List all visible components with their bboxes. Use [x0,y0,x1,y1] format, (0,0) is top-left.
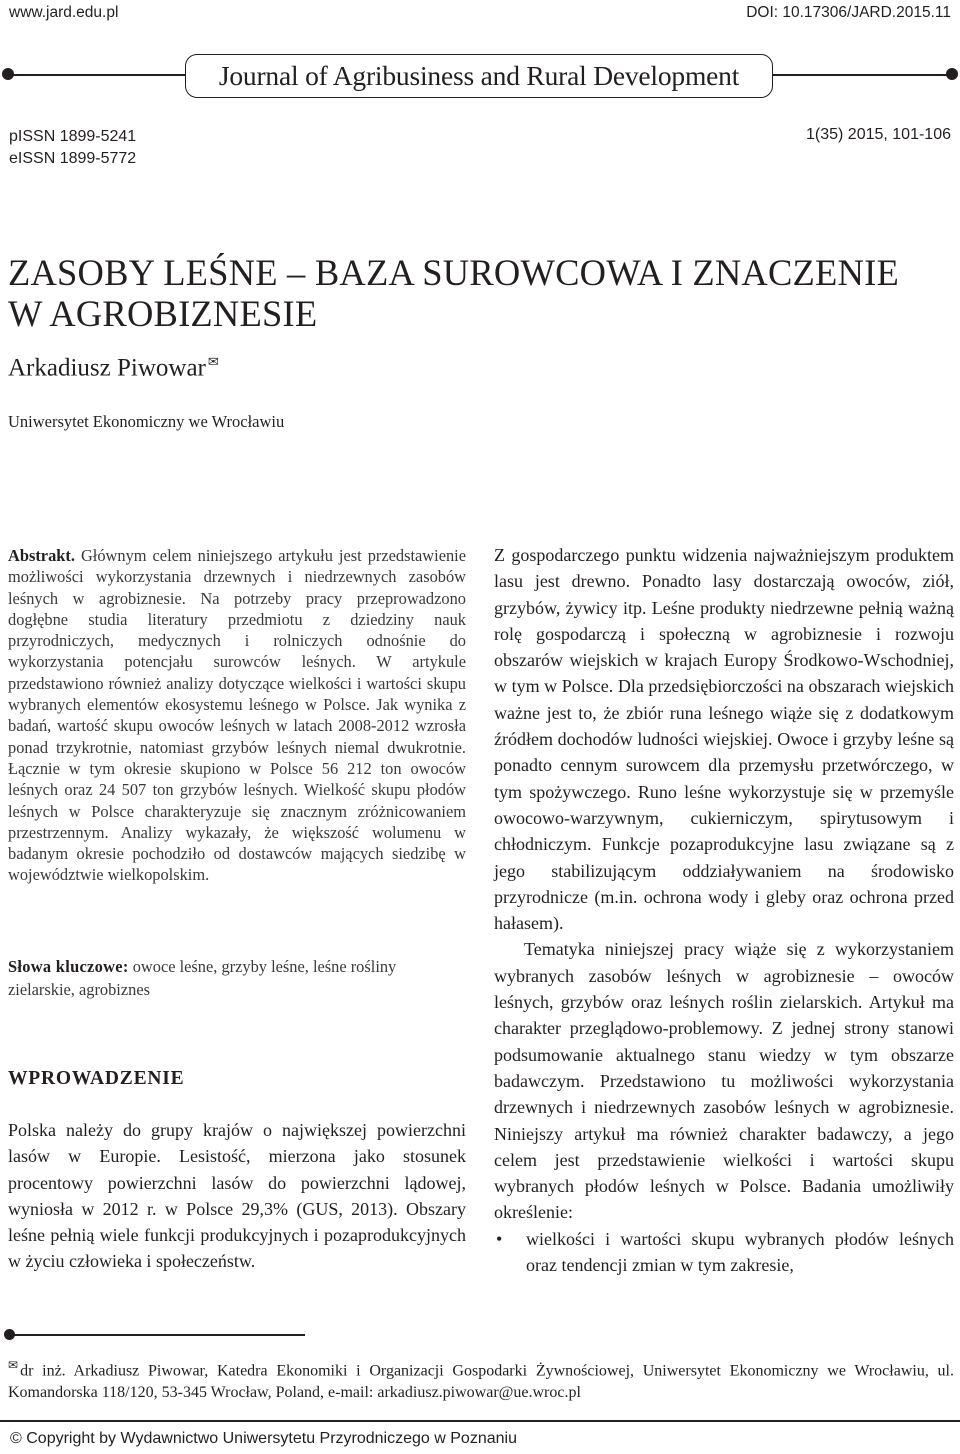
section-heading-introduction: WPROWADZENIE [8,1068,185,1089]
abstract-label: Abstrakt. [8,546,75,565]
article-title-line-2: W AGROBIZNESIE [8,293,318,334]
article-title [8,252,948,334]
journal-name: Journal of Agribusiness and Rural Development [218,60,740,91]
copyright-rule [0,1420,960,1422]
doi-label[interactable]: DOI: 10.17306/JARD.2015.11 [746,4,951,21]
list-item-text: wielkości i wartości skupu wybranych płodów leśnych oraz tendencji zmian w tym zakresie, [526,1228,954,1276]
footnote-rule [12,1334,305,1336]
pissn: pISSN 1899-5241 [9,128,137,145]
banner-right-rule [773,74,951,76]
keywords-label: Słowa kluczowe: [8,957,129,976]
author-footnote [8,1354,954,1404]
introduction-paragraph: Polska należy do grupy krajów o największej powierzchni lasów w Europie. Lesistość, mierzona jako stosunek procentowy powierzchni lasów do powierzchni lądowej, wyniosła w 2012 r. w Polsce 29,3% (GUS, 2013). Obszary leśne pełnią wiele funkcji produkcyjnych i pozaprodukcyjnych w życiu człowieka i społeczeństw. [8,1120,466,1272]
article-title-line-1: ZASOBY LEŚNE – BAZA SUROWCOWA I ZNACZENIE [8,252,899,293]
abstract-text: Głównym celem niniejszego artykułu jest przedstawienie możliwości wykorzystania drzewnych i niedrzewnych zasobów leśnych w agrobiznesie. Na potrzeby pracy przeprowadzono dogłębne studia literatury przedmiotu z dziedziny nauk przyrodniczych, medycznych i rolniczych odnośnie do wykorzystania potencjału surowców leśnych. W artykule przedstawiono również analizy dotyczące wielkości i wartości skupu wybranych elementów ekosystemu leśnego w Polsce. Jak wynika z badań, wartość skupu owoców leśnych w latach 2008-2012 wzrosła ponad trzykrotnie, natomiast grzybów leśnych niemal dwukrotnie. Łącznie w tym okresie skupiono w Polsce 56 212 ton owoców leśnych oraz 24 507 ton grzybów leśnych. Wielkość skupu płodów leśnych w Polsce charakteryzuje się znacznym zróżnicowaniem przestrzennym. Analizy wykazały, że większość wolumenu w badanym okresie pochodziło od dostawców mających siedzibę w województwie wielkopolskim. [8,546,466,885]
keywords-text: owoce leśne, grzyby leśne, leśne rośliny zielarskie, agrobiznes [8,957,397,999]
right-column-text [494,542,954,1278]
right-paragraph-2: Tematyka niniejszej pracy wiąże się z wykorzystaniem wybranych zasobów leśnych w agrobiznesie – owoców leśnych, grzybów oraz leśnych roślin zielarskich. Artykuł ma charakter przeglądowo-problemowy. Z jednej strony stanowi podsumowanie aktualnego stanu wiedzy w tym obszarze badawczym. Przedstawiono tu możliwości wykorzystania drzewnych i niedrzewnych zasobów leśnych w agrobiznesie. Niniejszy artykuł ma również charakter badawczy, a jego celem jest przedstawienie wielkości i wartości skupu wybranych płodów leśnych w Polsce. Badania umożliwiły określenie: [494,939,954,1223]
banner-right-dot [946,68,958,80]
author [8,354,219,382]
eissn: eISSN 1899-5772 [9,150,137,167]
abstract [8,545,466,886]
journal-name-banner [185,54,773,98]
author-name: Arkadiusz Piwowar [8,354,206,382]
issn-block [9,126,136,170]
copyright-notice: © Copyright by Wydawnictwo Uniwersytetu Przyrodniczego w Poznaniu [10,1430,517,1447]
envelope-icon: ✉ [207,354,219,369]
banner-left-rule [10,74,186,76]
issue-info: 1(35) 2015, 101-106 [806,126,951,143]
journal-website[interactable]: www.jard.edu.pl [9,4,119,21]
list-item [494,1226,954,1279]
footnote-text: dr inż. Arkadiusz Piwowar, Katedra Ekonomiki i Organizacji Gospodarki Żywnościowej, Uniwersytet Ekonomiczny we Wrocławiu, ul. Komandorska 118/120, 53-345 Wrocław, Poland, e-mail: arkadiusz.piwowar@ue.wroc.pl [8,1362,954,1402]
affiliation: Uniwersytet Ekonomiczny we Wrocławiu [8,412,285,431]
bullet-icon: • [496,1228,503,1249]
right-paragraph-1: Z gospodarczego punktu widzenia najważniejszym produktem lasu jest drewno. Ponadto lasy dostarczają owoców, ziół, grzybów, żywicy itp. Leśne produkty niedrzewne pełnią ważną rolę gospodarczą i społeczną w agrobiznesie i rozwoju obszarów wiejskich w krajach Europy Środkowo-Wschodniej, w tym w Polsce. Dla przedsiębiorczości na obszarach wiejskich ważne jest to, że zbiór runa leśnego wiąże się z dodatkowym źródłem dochodów ludności wiejskiej. Owoce i grzyby leśne są ponadto cennym surowcem dla przemysłu przetwórczego, w tym spożywczego. Runo leśne wykorzystuje się w przemyśle owocowo-warzywnym, cukierniczym, spirytusowym i chłodniczym. Funkcje pozaprodukcyjne lasu związane są z jego stabilizującym oddziaływaniem na środowisko przyrodnicze (m.in. ochrona wody i gleby oraz ochrona przed hałasem). [494,545,954,934]
keywords [8,955,466,1001]
footnote-envelope-icon: ✉ [8,1358,19,1372]
